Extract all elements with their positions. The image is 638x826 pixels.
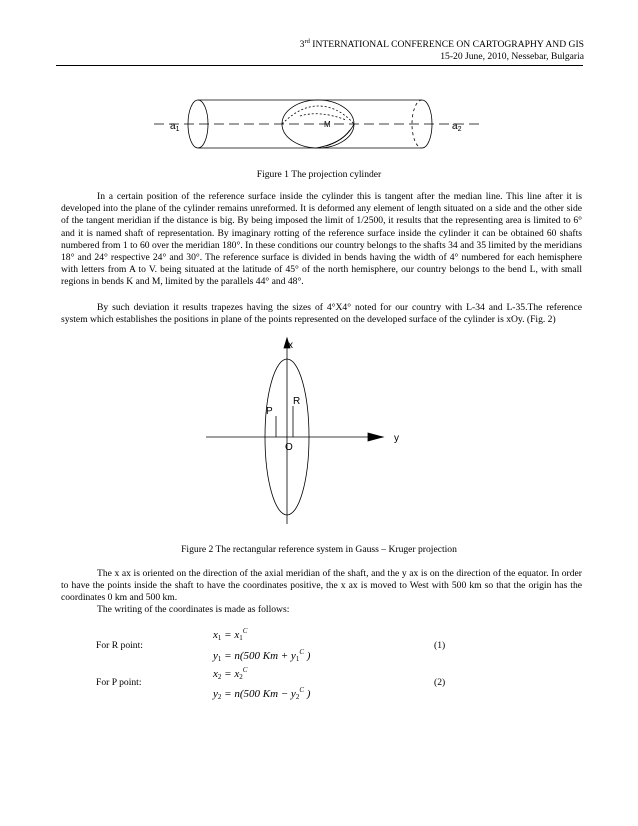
- figure-2-caption: Figure 2 The rectangular reference system in Gauss – Kruger projection: [181, 544, 457, 555]
- ellipsoid-shading-upper: [282, 106, 354, 124]
- header-rule: [56, 65, 583, 66]
- equation-2a: $x_2 = x_2^C$: [213, 666, 248, 681]
- label-x: x: [288, 340, 293, 351]
- conference-date-place: 15-20 June, 2010, Nessebar, Bulgaria: [440, 51, 584, 63]
- p-point-label: For P point:: [96, 677, 142, 688]
- label-y: y: [394, 433, 399, 444]
- gauss-kruger-axes-figure: [200, 334, 420, 530]
- conference-title: 3rd INTERNATIONAL CONFERENCE ON CARTOGRAPHY AND GIS: [299, 38, 584, 51]
- equation-1-number: (1): [434, 640, 446, 651]
- label-p: P: [266, 406, 273, 417]
- ellipsoid-shading-lower2: [316, 130, 350, 148]
- label-a1: $a_1$: [170, 121, 180, 133]
- label-r: R: [293, 396, 301, 407]
- equation-2b: $y_2 = n(500$ $Km - y_2^C$ ): [213, 686, 311, 701]
- running-header: [300, 36, 584, 63]
- label-m: M: [324, 120, 331, 129]
- paragraph-3: The x ax is oriented on the direction of the axial meridian of the shaft, and the y ax is on the direction of the equator. In order to have the points inside the shaft to have the coordinates positive, the x ax is moved to West with 500 km so that the origin has the coordinates 0 km and 500 km.: [61, 568, 582, 604]
- paragraph-2: By such deviation it results trapezes having the sizes of 4°X4° noted for our country with L-34 and L-35.The reference system which establishes the positions in plane of the points represented on the developed surface of the cylinder is xOy. (Fig. 2): [61, 302, 582, 326]
- ellipsoid-shading-line: [300, 114, 346, 120]
- projection-cylinder-figure: [150, 96, 490, 156]
- equation-2-number: (2): [434, 677, 446, 688]
- paragraph-4: The writing of the coordinates is made as follows:: [97, 604, 290, 615]
- label-o: O: [285, 442, 293, 453]
- figure-1-caption: Figure 1 The projection cylinder: [256, 169, 382, 180]
- r-point-label: For R point:: [96, 640, 143, 651]
- paragraph-1: In a certain position of the reference surface inside the cylinder this is tangent after the median line. This line after it is developed into the plane of the cylinder remains unreformed. It is deformed any element of length situated on a side and the other side of the tangent meridian if the distance is big. By being imposed the limit of 1/2500, it results that the representing area is limited to 6° and it is named shaft of representation. By imaginary rotting of the reference surface inside the cylinder it can be obtained 60 shafts numbered from 1 to 60 over the meridian 180°. In these conditions our country belongs to the shafts 34 and 35 limited by the meridians 18° and 24° respective 24° and 30°. The reference surface is divided in bends having the width of 4° numbered for each hemisphere with letters from A to V. being situated at the latitude of 45° of the north hemisphere, our country belongs to the bend L, with small regions in bends K and M, limited by the parallels 44° and 48°.: [61, 191, 582, 288]
- equation-1a: $x_1 = x_1^C$: [213, 627, 248, 642]
- y-axis-arrow: [368, 433, 383, 441]
- equation-1b: $y_1 = n(500$ $Km + y_1^C$ ): [213, 648, 311, 663]
- label-a2: $a_2$: [452, 121, 462, 133]
